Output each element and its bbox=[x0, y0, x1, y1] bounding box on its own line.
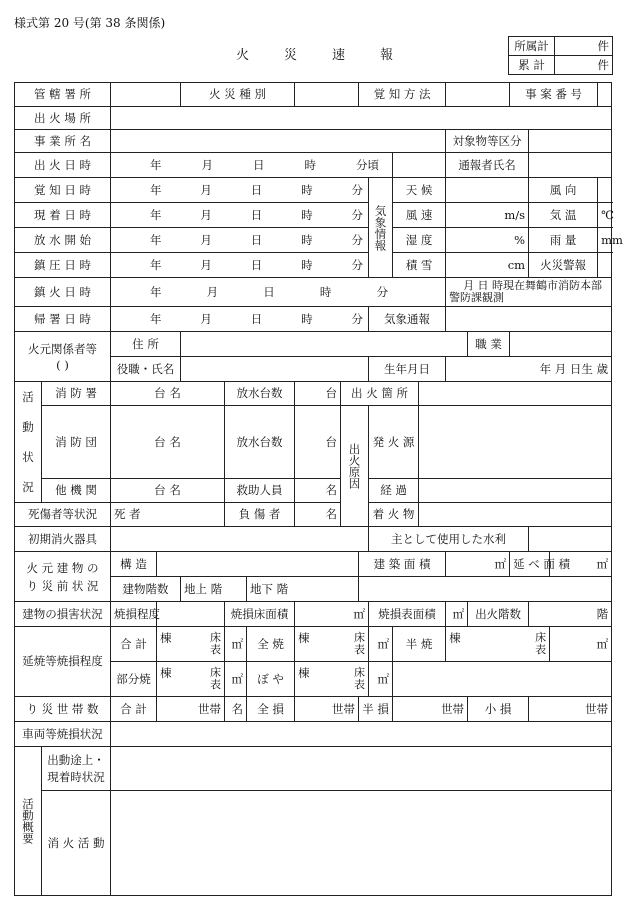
label-tsuho: 通報者氏名 bbox=[446, 153, 529, 178]
label-shukka-kaisu: 出火階数 bbox=[468, 602, 529, 627]
label-kankatsu: 管 轄 署 所 bbox=[15, 83, 111, 107]
label-shoson-yuka: 焼損床面積 bbox=[225, 602, 295, 627]
label-zensho: 全 焼 bbox=[247, 627, 295, 662]
form-number: 様式第 20 号(第 38 条関係) bbox=[14, 16, 166, 30]
maizuru-note: 月 日 時現在舞鶴市消防本部 警防課観測 bbox=[446, 278, 612, 307]
label-hosui-daisu: 放水台数 bbox=[225, 382, 295, 406]
label-shukka-basho: 出 火 場 所 bbox=[15, 107, 111, 130]
label-kion: 気 温 bbox=[529, 203, 598, 228]
label-hosui: 放 水 開 始 bbox=[15, 228, 111, 253]
label-taishobutsu: 対象物等区分 bbox=[446, 130, 529, 153]
label-risai: り 災 世 帯 数 bbox=[15, 697, 111, 722]
label-chakkabutsu: 着 火 物 bbox=[369, 503, 419, 527]
label-shukka-gen: 出火原因 bbox=[341, 406, 369, 527]
label-kaisu: 建物階数 bbox=[111, 577, 181, 602]
label-shobosho: 消 防 署 bbox=[42, 382, 111, 406]
label-shukka-kasho: 出 火 箇 所 bbox=[341, 382, 419, 406]
label-songai: 建物の損害状況 bbox=[15, 602, 111, 627]
count-table: 所属計 件 累 計 件 bbox=[508, 36, 613, 75]
label-yakushoku: 役職・氏名 bbox=[111, 357, 181, 382]
mune-yuka-hyo: 棟 床 表 bbox=[157, 627, 225, 662]
label-hanson: 半 損 bbox=[359, 697, 393, 722]
label-jusho: 住 所 bbox=[111, 332, 181, 357]
label-gokei: 合 計 bbox=[111, 697, 157, 722]
label-genchaku: 現 着 日 時 bbox=[15, 203, 111, 228]
label-kozo: 構 造 bbox=[111, 552, 157, 577]
label-kisho: 帰 署 日 時 bbox=[15, 307, 111, 332]
count-label: 累 計 bbox=[509, 56, 555, 75]
label-boya: ぼ や bbox=[247, 662, 295, 697]
label-seinengappi: 生年月日 bbox=[369, 357, 446, 382]
label-kasai-shubetsu: 火 災 種 別 bbox=[181, 83, 295, 107]
label-kakuchi: 覚 知 方 法 bbox=[359, 83, 446, 107]
label-hansho: 半 焼 bbox=[393, 627, 446, 662]
label-keiho: 火災警報 bbox=[529, 253, 598, 278]
label-sekisetsu: 積 雪 bbox=[393, 253, 446, 278]
label-kisho-joho: 気象情報 bbox=[369, 178, 393, 278]
label-jigyosho: 事 業 所 名 bbox=[15, 130, 111, 153]
label-shoson-teido: 焼損程度 bbox=[111, 602, 157, 627]
label-suiri: 主として使用した水利 bbox=[369, 527, 529, 552]
label-katsudo-gaiyo: 活動概要 bbox=[15, 747, 42, 896]
label-shoson: 小 損 bbox=[468, 697, 529, 722]
value-shukka-basho bbox=[111, 107, 612, 130]
label-tenko: 天 候 bbox=[393, 178, 446, 203]
label-shutsudo: 出動途上・ 現着時状況 bbox=[42, 747, 111, 791]
label-kenchiku: 建 築 面 積 bbox=[359, 552, 446, 577]
label-shitsudo: 湿 度 bbox=[393, 228, 446, 253]
label-fushosha: 負 傷 者 bbox=[225, 503, 295, 527]
count-label: 所属計 bbox=[509, 37, 555, 56]
label-kisho-tsuho: 気象通報 bbox=[369, 307, 446, 332]
nichiji-shukka: 年 月 日 時 分頃 bbox=[111, 153, 393, 178]
label-chinka: 鎮 火 日 時 bbox=[15, 278, 111, 307]
label-fuko: 風 向 bbox=[529, 178, 598, 203]
label-chinatsu: 鎮 圧 日 時 bbox=[15, 253, 111, 278]
label-shoson-hyo: 焼損表面積 bbox=[369, 602, 446, 627]
fire-report-table: 管 轄 署 所 火 災 種 別 覚 知 方 法 事 案 番 号 出 火 場 所 事 業 所 名 対象物等区分 出 火 日 時 年 月 日 時 分頃 通報者氏名 覚 知 日 時 年 月 日 時 分 気象情報 天 候 風 向 現 着 日 時 年 月 日 時 分 風 速 m/s 気 温 ℃ 放 水 開 始 年 月 日 時 分 湿 度 % 雨 量 mm 鎮 圧 日 時 年 月 日 時 分 積 雪 cm 火災警報 鎮 火 日 時 年 月 日 時 分 月 日 時現在舞鶴市消防本部 警防課観測 帰 署 日 時 年 月 日 時 分 気象通報 火元関係者等 ( ) 住 所 職 業 役職・氏名 生年月日 年 月 日生 歳 活 動 状 況 消 防 署 台 名 放水台数 台 出 火 箇 所 消 防 団 台 名 放水台数 台 出火原因 発 火 源 他 機 関 台 名 救助人員 名 経 過 死傷者等状況 死 者 負 傷 者 名 着 火 物 初期消火器具 主として使用した水利 火 元 建 物 の り 災 前 状 況 構 造 建 築 面 積 ㎡ 延 べ 面 積 ㎡ 建物階数 地上 階 地下 階 建物の損害状況 焼損程度 焼損床面積 ㎡ 焼損表面積 ㎡ 出火階数 階 延焼等焼損程度 合 計 棟 床 表 ㎡ 全 焼 棟 床 表 ㎡ 半 焼 棟 床 表 ㎡ 部分焼 棟 床 表 ㎡ ぼ や 棟 床 表 ㎡ り 災 世 帯 数 合 計 世帯 名 全 損 世帯 半 損 世帯 小 損 世帯 車両等焼損状況 活動概要 出動途上・ 現着時状況 消 火 活 動 bbox=[14, 82, 612, 896]
label-nobe: 延 べ 面 積 bbox=[510, 552, 550, 577]
label-takikan: 他 機 関 bbox=[42, 479, 111, 503]
label-shokugyo: 職 業 bbox=[468, 332, 510, 357]
label-katsudo-jokyo: 活 動 状 況 bbox=[15, 382, 42, 503]
label-kamoto: 火元関係者等 ( ) bbox=[15, 332, 111, 382]
label-uryo: 雨 量 bbox=[529, 228, 598, 253]
label-zenson: 全 損 bbox=[247, 697, 295, 722]
label-kakuchi-nichiji: 覚 知 日 時 bbox=[15, 178, 111, 203]
label-shisho: 死傷者等状況 bbox=[15, 503, 111, 527]
label-bubun: 部分焼 bbox=[111, 662, 157, 697]
label-gokei: 合 計 bbox=[111, 627, 157, 662]
label-shukka-nichiji: 出 火 日 時 bbox=[15, 153, 111, 178]
label-ensho: 延焼等焼損程度 bbox=[15, 627, 111, 697]
label-shoki: 初期消火器具 bbox=[15, 527, 111, 552]
label-hakkagen: 発 火 源 bbox=[369, 406, 419, 479]
label-hosui-daisu: 放水台数 bbox=[225, 406, 295, 479]
label-jian-bango: 事 案 番 号 bbox=[510, 83, 598, 107]
value-seinengappi: 年 月 日生 歳 bbox=[446, 357, 612, 382]
label-keika: 経 過 bbox=[369, 479, 419, 503]
label-shoka: 消 火 活 動 bbox=[42, 791, 111, 896]
label-kamoto-tatemono: 火 元 建 物 の り 災 前 状 況 bbox=[15, 552, 111, 602]
label-sharyo: 車両等焼損状況 bbox=[15, 722, 111, 747]
label-shobodan: 消 防 団 bbox=[42, 406, 111, 479]
label-fusoku: 風 速 bbox=[393, 203, 446, 228]
label-kyujo: 救助人員 bbox=[225, 479, 295, 503]
